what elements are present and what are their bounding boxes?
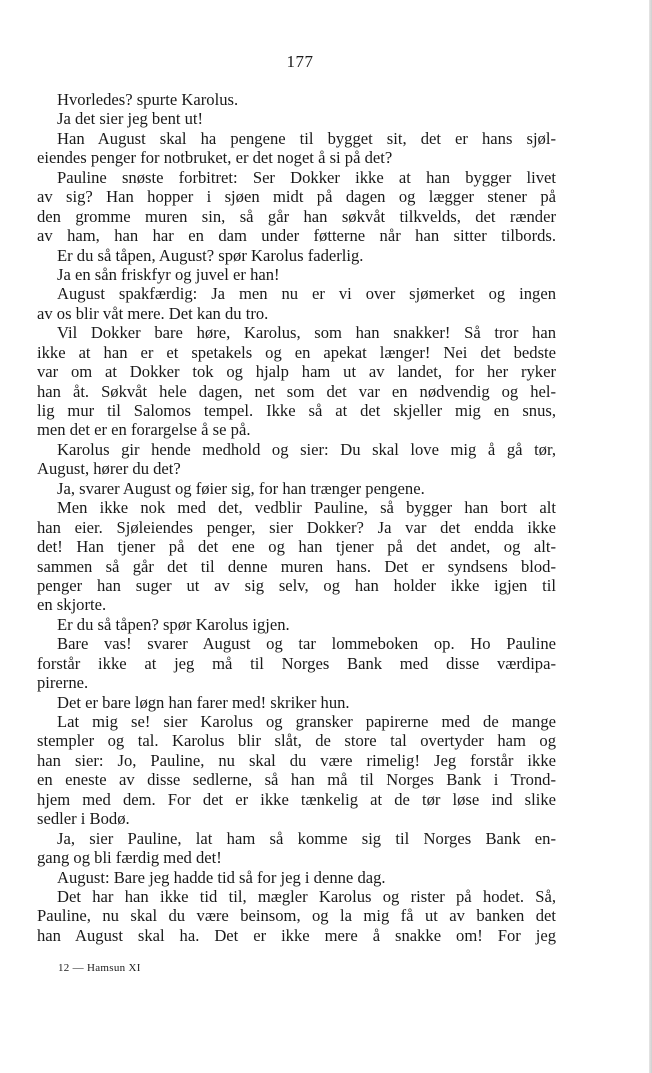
text-line: eiendes penger for notbruket, er det noget å si på det? <box>37 148 393 168</box>
text-line: Ja det sier jeg bent ut! <box>57 109 204 129</box>
text-line: han sier: Jo, Pauline, nu skal du være rimelig! Jeg forstår ikke <box>37 750 556 770</box>
text-line: August: Bare jeg hadde tid så for jeg i denne dag. <box>57 867 386 887</box>
text-line: forstår ikke at jeg må til Norges Bank med disse værdipa- <box>37 653 556 673</box>
text-line: han åt. Søkvåt hele dagen, net som det var en nødvendig og hel- <box>37 381 556 401</box>
body-text <box>37 90 556 945</box>
text-line: sammen så går det til denne muren hans. Det er syndsens blod- <box>37 556 556 576</box>
text-line: Det er bare løgn han farer med! skriker hun. <box>57 692 350 712</box>
text-line: var om at Dokker tok og hjalp ham ut av landet, for her ryker <box>37 362 556 382</box>
text-line: av os blir våt mere. Det kan du tro. <box>37 303 269 323</box>
text-line: Pauline snøste forbitret: Ser Dokker ikke at han bygger livet <box>57 167 556 187</box>
text-line: Ja, svarer August og føier sig, for han trænger pengene. <box>57 478 425 498</box>
text-line: Lat mig se! sier Karolus og gransker papirerne med de mange <box>57 712 556 731</box>
text-line: Hvorledes? spurte Karolus. <box>57 90 239 109</box>
text-line: gang og bli færdig med det! <box>37 848 222 868</box>
page-number: 177 <box>286 52 314 71</box>
text-line: penger han suger ut av sig selv, og han holder ikke igjen til <box>37 575 556 595</box>
text-line: den gromme muren sin, så går han søkvåt tilkvelds, det rænder <box>37 206 556 226</box>
text-line: av ham, han har en dam under føtterne når han sitter tilbords. <box>37 226 556 246</box>
text-line: hjem med dem. For det er ikke tænkelig at de tør løse ind slike <box>37 789 556 809</box>
text-line: en eneste av disse sedlerne, så han må til Norges Bank i Trond- <box>37 770 556 790</box>
text-line: lig mur til Salomos tempel. Ikke så at det skjeller mig en snus, <box>37 401 556 420</box>
text-line: men det er en forargelse å se på. <box>37 420 251 440</box>
text-line: Det har han ikke tid til, mægler Karolus og rister på hodet. Så, <box>57 886 556 906</box>
text-line: Vil Dokker bare høre, Karolus, som han snakker! Så tror han <box>57 323 556 343</box>
text-line: Er du så tåpen, August? spør Karolus faderlig. <box>57 245 364 265</box>
text-line: Pauline, nu skal du være beinsom, og la mig få ut av banken det <box>37 906 556 926</box>
text-line: August, hører du det? <box>37 459 181 479</box>
text-line: Ja, sier Pauline, lat ham så komme sig til Norges Bank en- <box>57 828 556 848</box>
printer-signature: 12 — Hamsun XI <box>58 962 141 974</box>
text-line: Bare vas! svarer August og tar lommeboken op. Ho Pauline <box>57 634 556 654</box>
text-line: Karolus gir hende medhold og sier: Du skal love mig å gå tør, <box>57 439 556 459</box>
text-line: Er du så tåpen? spør Karolus igjen. <box>57 614 290 634</box>
text-line: Ja en sån friskfyr og juvel er han! <box>57 264 280 284</box>
text-line: Men ikke nok med det, vedblir Pauline, så bygger han bort alt <box>57 498 556 518</box>
text-line: sedler i Bodø. <box>37 809 130 829</box>
text-line: han August skal ha. Det er ikke mere å snakke om! For jeg <box>37 925 556 945</box>
text-line: Han August skal ha pengene til bygget sit, det er hans sjøl- <box>57 128 556 148</box>
text-line: han eier. Sjøleiendes penger, sier Dokker? Ja var det endda ikke <box>37 517 556 537</box>
text-line: August spakfærdig: Ja men nu er vi over sjømerket og ingen <box>57 284 556 304</box>
text-line: av sig? Han hopper i sjøen midt på dagen og lægger stener på <box>37 187 556 207</box>
text-line: det! Han tjener på det ene og han tjener på det andet, og alt- <box>37 537 556 557</box>
text-line: en skjorte. <box>37 595 107 615</box>
text-line: ikke at han er et spetakels og en apekat længer! Nei det bedste <box>37 342 556 362</box>
text-line: pirerne. <box>37 673 89 693</box>
text-line: stempler og tal. Karolus blir slåt, de store tal overtyder ham og <box>37 731 556 751</box>
